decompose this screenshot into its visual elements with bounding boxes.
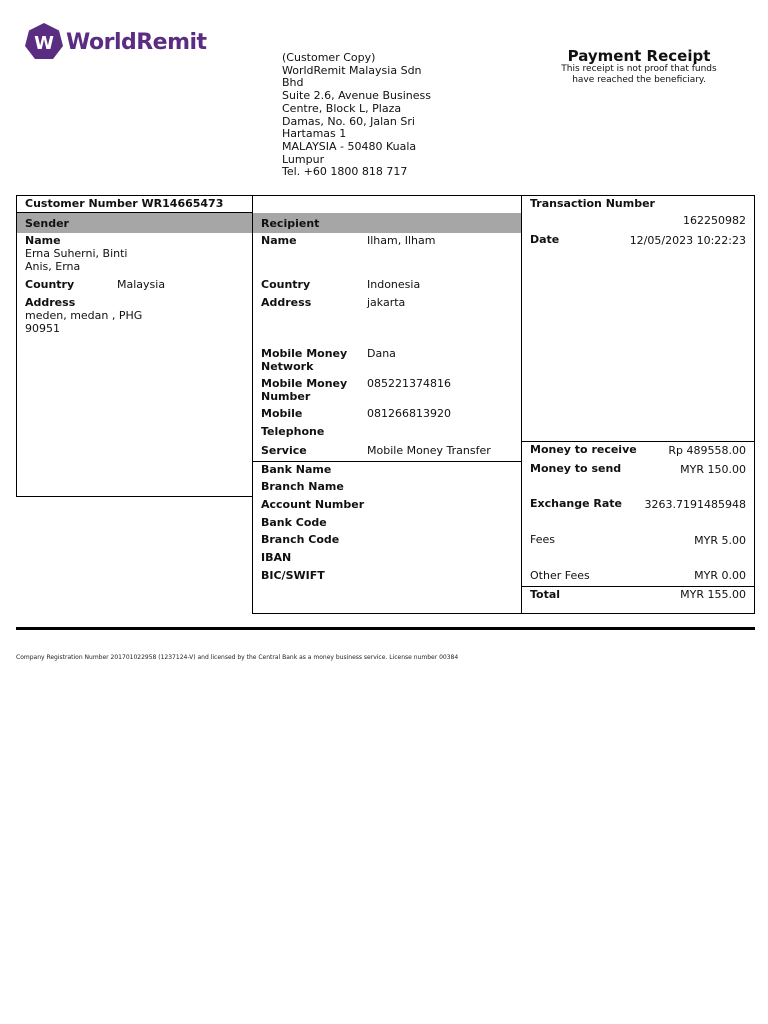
money-to-send-label: Money to send [530, 462, 622, 475]
transaction-number: 162250982 [683, 214, 746, 227]
column-divider-1 [252, 195, 253, 614]
recipient-name: Ilham, Ilham [367, 234, 436, 247]
address-line: Tel. +60 1800 818 717 [282, 165, 408, 179]
recipient-header: Recipient [261, 217, 320, 230]
table-left-border [16, 195, 17, 497]
total-row-border [521, 586, 755, 587]
address-line: WorldRemit Malaysia Sdn Bhd [282, 63, 422, 90]
sender-address: meden, medan , PHG 90951 [25, 309, 143, 335]
money-section-border [521, 441, 755, 442]
company-address [282, 52, 442, 179]
recipient-name-label: Name [261, 234, 297, 247]
sender-name: Erna Suherni, Binti Anis, Erna [25, 247, 128, 273]
bic-swift-label: BIC/SWIFT [261, 569, 325, 582]
other-fees-value: MYR 0.00 [694, 569, 746, 582]
table-top-border [16, 195, 755, 196]
service-label: Service [261, 444, 307, 457]
footer-registration-text: Company Registration Number 201701022958 (1237124-V) and licensed by the Central Bank as a money business service. License number 00384 [16, 654, 459, 661]
money-to-send: MYR 150.00 [680, 463, 746, 476]
mobile-money-network: Dana [367, 347, 396, 360]
fees-value: MYR 5.00 [694, 534, 746, 547]
total-label: Total [530, 588, 561, 601]
receipt-title: Payment Receipt [567, 47, 711, 65]
mobile-money-number: 085221374816 [367, 377, 451, 390]
service-value: Mobile Money Transfer [367, 444, 491, 457]
transaction-number-label: Transaction Number [530, 197, 655, 210]
mobile-money-network-label: Mobile Money Network [261, 347, 348, 373]
telephone-label: Telephone [261, 425, 325, 438]
mobile-label: Mobile [261, 407, 303, 420]
recipient-country-label: Country [261, 278, 311, 291]
branch-name-label: Branch Name [261, 480, 344, 493]
money-to-receive-label: Money to receive [530, 443, 637, 456]
branch-code-label: Branch Code [261, 533, 340, 546]
address-line: MALAYSIA - 50480 Kuala Lumpur [282, 139, 417, 166]
recipient-address-label: Address [261, 296, 312, 309]
recipient-country: Indonesia [367, 278, 421, 291]
mobile-value: 081266813920 [367, 407, 451, 420]
address-line: Suite 2.6, Avenue Business Centre, Block L, Plaza Damas, No. 60, Jalan Sri Hartamas 1 [282, 89, 431, 141]
total-value: MYR 155.00 [680, 588, 746, 601]
table-bottom-border [252, 613, 755, 614]
footer-rule [16, 627, 755, 630]
sender-name-label: Name [25, 234, 61, 247]
brand-name: WorldRemit [66, 29, 207, 55]
sender-address-label: Address [25, 296, 76, 309]
mobile-money-number-label: Mobile Money Number [261, 377, 348, 403]
customer-number: Customer Number WR14665473 [25, 197, 224, 210]
bank-section-border [252, 461, 522, 462]
column-divider-2 [521, 195, 522, 614]
table-right-border [754, 195, 755, 614]
date-value: 12/05/2023 10:22:23 [629, 234, 746, 247]
money-to-receive: Rp 489558.00 [668, 444, 746, 457]
exchange-rate: 3263.7191485948 [644, 498, 746, 511]
address-line: (Customer Copy) [282, 51, 376, 64]
other-fees-label: Other Fees [530, 569, 590, 582]
worldremit-logo [24, 22, 207, 62]
account-number-label: Account Number [261, 498, 365, 511]
sender-header: Sender [25, 217, 69, 230]
sender-country: Malaysia [117, 278, 166, 291]
bank-code-label: Bank Code [261, 516, 327, 529]
worldremit-logo-icon [24, 22, 64, 62]
recipient-address: jakarta [367, 296, 406, 309]
receipt-subtitle: This receipt is not proof that funds have reached the beneficiary. [561, 64, 717, 85]
fees-label: Fees [530, 533, 555, 546]
svg-text:W: W [34, 33, 54, 54]
iban-label: IBAN [261, 551, 292, 564]
sender-country-label: Country [25, 278, 75, 291]
sender-bottom-border [16, 496, 253, 497]
exchange-rate-label: Exchange Rate [530, 497, 622, 510]
date-label: Date [530, 233, 560, 246]
bank-name-label: Bank Name [261, 463, 332, 476]
